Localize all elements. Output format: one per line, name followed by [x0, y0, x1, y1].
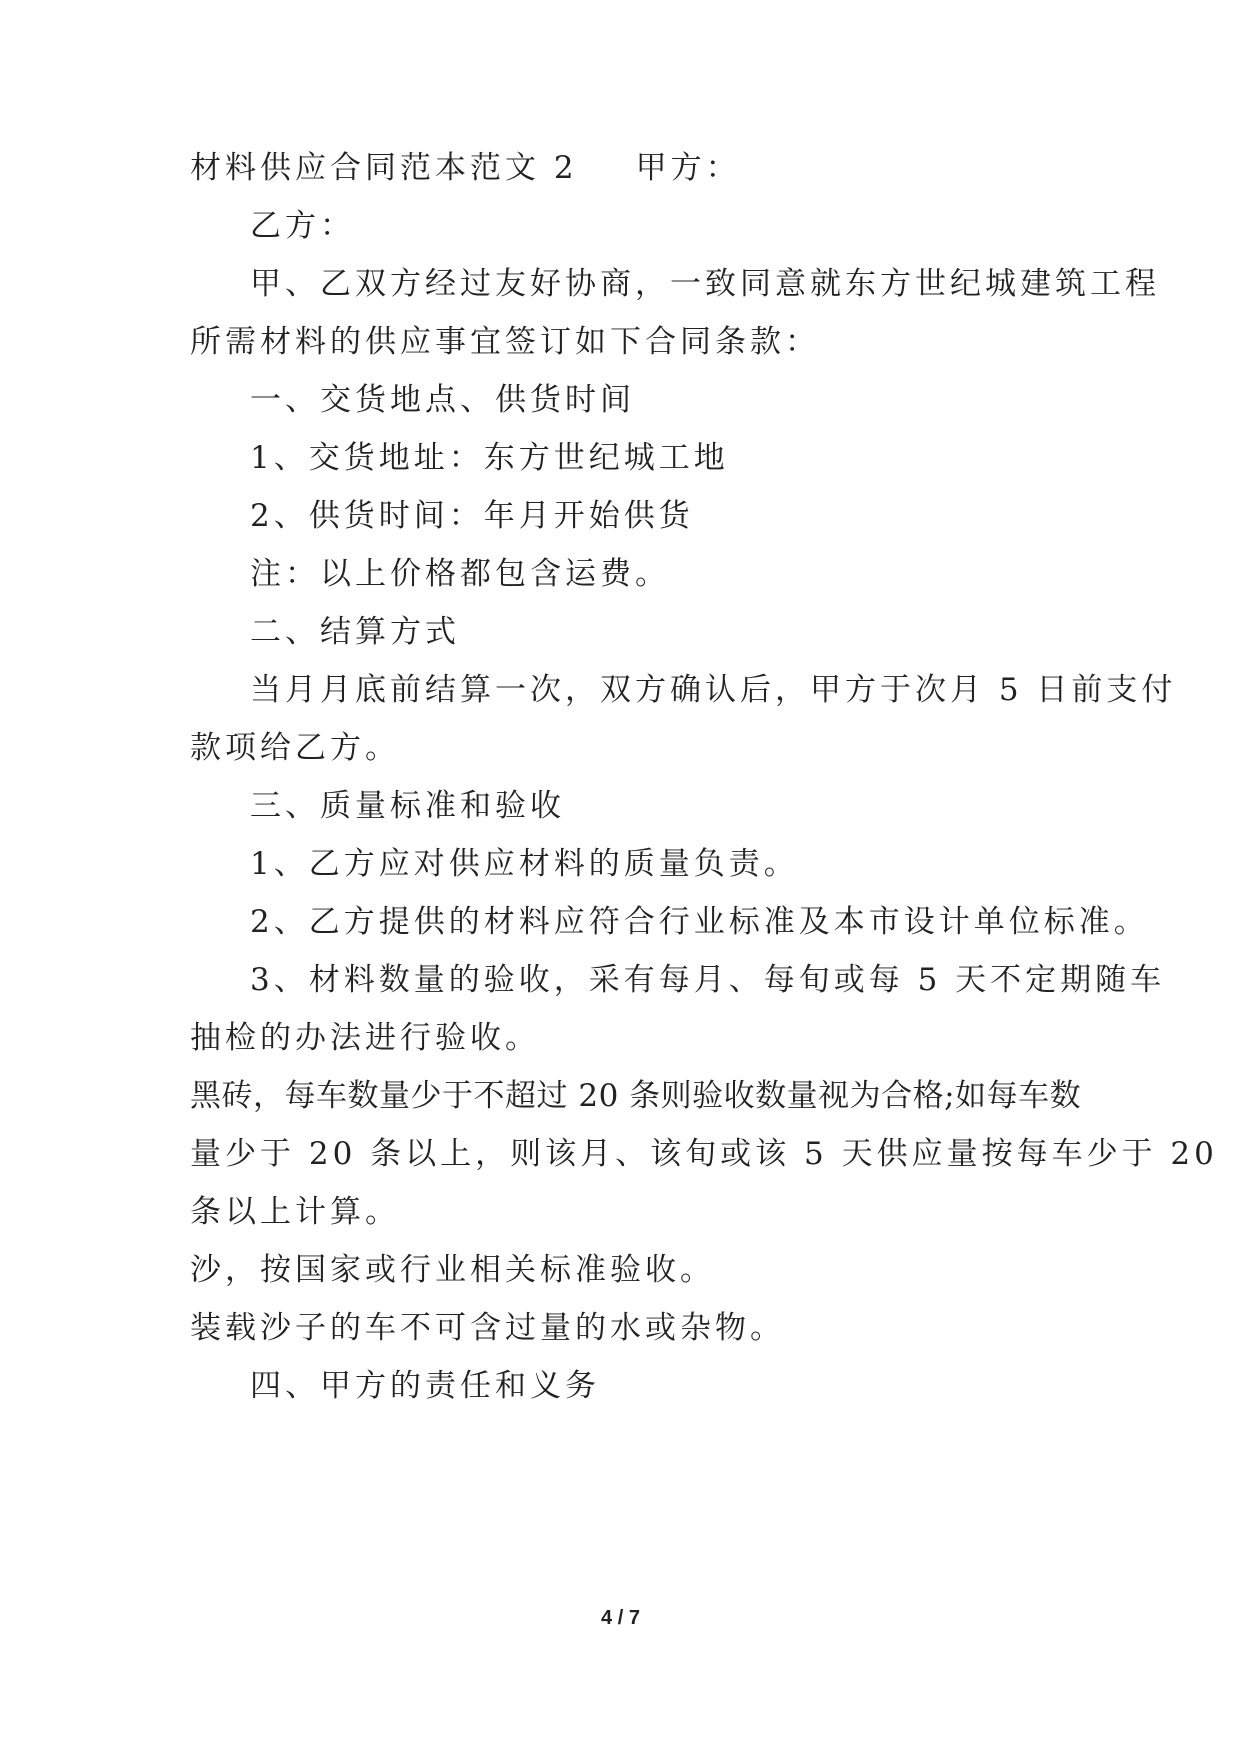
title-line — [190, 148, 741, 188]
section3-item3-line-1: 3、材料数量的验收，采有每月、每旬或每 5 天不定期随车 — [250, 962, 1166, 998]
section3-heading: 三、质量标准和验收 — [250, 788, 565, 824]
sand-line: 沙，按国家或行业相关标准验收。 — [190, 1252, 715, 1288]
section2-body-line-1: 当月月底前结算一次，双方确认后，甲方于次月 5 日前支付 — [250, 672, 1177, 708]
brick-line-3: 条以上计算。 — [190, 1194, 400, 1230]
page-number: 4 / 7 — [601, 1607, 640, 1629]
section1-item2: 2、供货时间：年月开始供货 — [250, 498, 694, 534]
party-b-label: 乙方： — [250, 208, 355, 244]
section1-note: 注：以上价格都包含运费。 — [250, 556, 670, 592]
intro-line-1: 甲、乙双方经过友好协商，一致同意就东方世纪城建筑工程 — [250, 266, 1160, 302]
section1-item1: 1、交货地址：东方世纪城工地 — [250, 440, 729, 476]
section1-heading: 一、交货地点、供货时间 — [250, 382, 635, 418]
section3-item3-line-2: 抽检的办法进行验收。 — [190, 1020, 540, 1056]
section3-item2: 2、乙方提供的材料应符合行业标准及本市设计单位标准。 — [250, 904, 1149, 940]
brick-line-1: 黑砖，每车数量少于不超过 20 条则验收数量视为合格;如每车数 — [190, 1078, 1082, 1114]
sand-truck-line: 装载沙子的车不可含过量的水或杂物。 — [190, 1310, 785, 1346]
party-a-label: 甲方： — [635, 150, 741, 186]
section2-heading: 二、结算方式 — [250, 614, 460, 650]
intro-line-2: 所需材料的供应事宜签订如下合同条款： — [190, 324, 820, 360]
section2-body-line-2: 款项给乙方。 — [190, 730, 400, 766]
brick-line-2: 量少于 20 条以上，则该月、该旬或该 5 天供应量按每车少于 20 — [190, 1136, 1218, 1172]
document-title: 材料供应合同范本范文 2 — [190, 150, 578, 186]
section4-heading: 四、甲方的责任和义务 — [250, 1368, 600, 1404]
section3-item1: 1、乙方应对供应材料的质量负责。 — [250, 846, 799, 882]
